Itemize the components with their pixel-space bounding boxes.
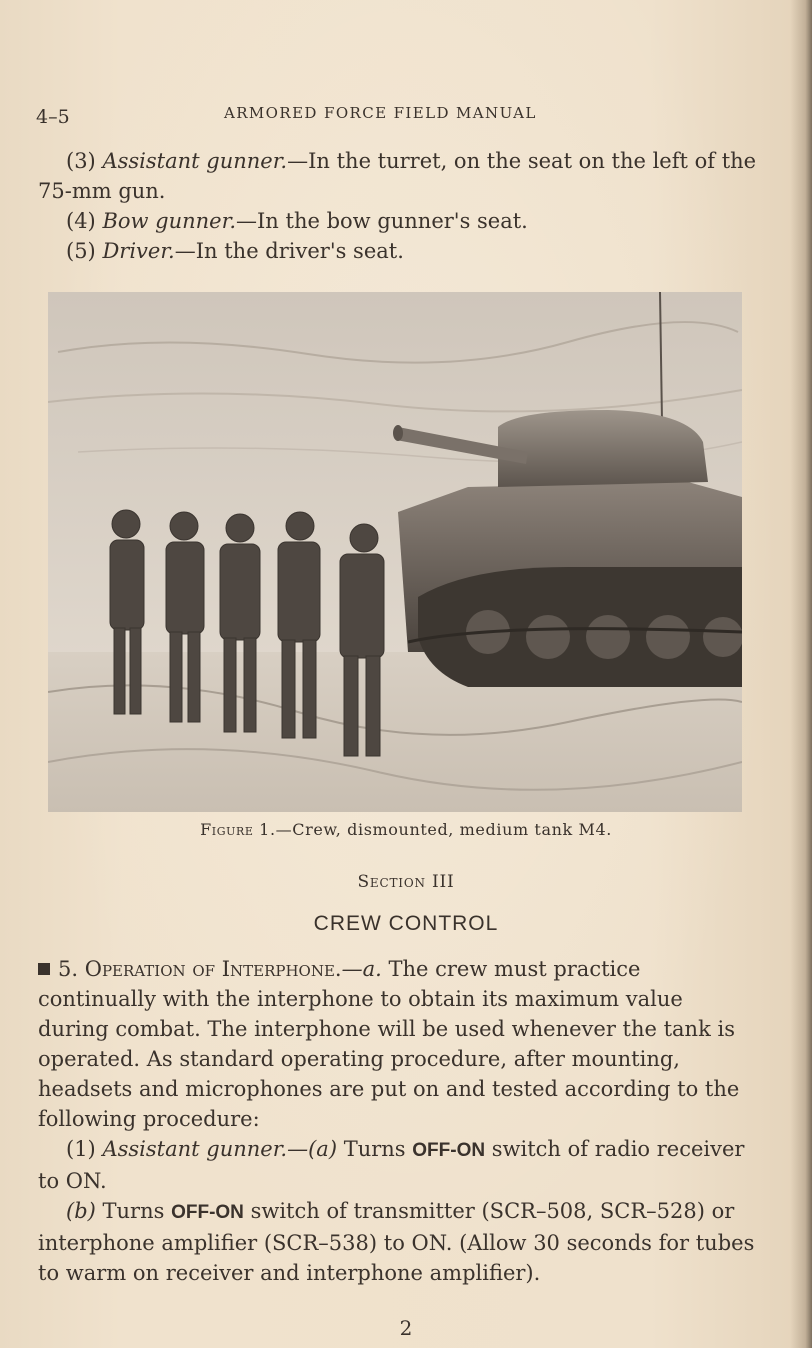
step-text-pre: Turns [337, 1137, 413, 1161]
paragraph-body: The crew must practice continually with the interphone to obtain its maximum value during combat. The interphone will be used whenever the tank is operated. As standard operating procedure, after mounting, headsets and microphones are put on and tested according to the following procedure: [38, 957, 740, 1131]
switch-label: OFF-ON [171, 1202, 244, 1223]
page-number: 2 [399, 1316, 413, 1340]
crew-position-item [38, 236, 760, 266]
page-header [36, 100, 732, 130]
step-role: Assistant gunner. [102, 1137, 288, 1161]
item-number: (4) [66, 209, 96, 233]
switch-label: OFF-ON [412, 1140, 486, 1161]
caption-text: —Crew, dismounted, medium tank M4. [275, 820, 612, 839]
item-text: —In the turret, on the seat on the left of the 75-mm gun. [38, 149, 757, 203]
section-label: Section III [357, 872, 455, 892]
paragraph-number: 5. [58, 957, 79, 981]
paragraph-heading: Operation of Interphone. [84, 957, 342, 981]
running-title: ARMORED FORCE FIELD MANUAL [224, 104, 537, 122]
crew-position-item [38, 206, 760, 236]
step-text-pre: Turns [95, 1199, 172, 1223]
item-text: —In the bow gunner's seat. [236, 209, 528, 233]
item-number: (5) [66, 239, 96, 263]
item-text: —In the driver's seat. [174, 239, 404, 263]
step-subletter: (b) [66, 1199, 96, 1223]
step-1 [38, 1134, 760, 1196]
section-title: CREW CONTROL [313, 912, 499, 935]
step-text-post: switch of radio receiver to ON. [38, 1137, 745, 1193]
step-number: (1) [66, 1137, 96, 1161]
item-role: Driver. [102, 239, 175, 263]
figure-illustration [48, 292, 742, 812]
figure-caption [0, 820, 812, 839]
paragraph-5 [38, 954, 760, 1288]
paragraph-subletter: —a. [341, 957, 382, 981]
paragraph-5-text [38, 954, 760, 1134]
step-subletter: —(a) [287, 1137, 338, 1161]
item-role: Bow gunner. [102, 209, 237, 233]
item-number: (3) [66, 149, 96, 173]
crew-positions-list [38, 146, 760, 266]
item-role: Assistant gunner. [102, 149, 288, 173]
crew-position-item [38, 146, 760, 206]
step-text-post: switch of transmitter (SCR–508, SCR–528) or interphone amplifier (SCR–538) to ON. (Allow 30 seconds for tubes to warm on receiver and interphone amplifier). [38, 1199, 755, 1285]
tank-crew-illustration [48, 292, 742, 812]
caption-label: Figure 1. [200, 820, 276, 839]
step-b [38, 1196, 760, 1288]
page-reference: 4–5 [36, 106, 70, 128]
paragraph-mark-icon [38, 963, 50, 975]
spine-shadow [790, 0, 812, 1348]
